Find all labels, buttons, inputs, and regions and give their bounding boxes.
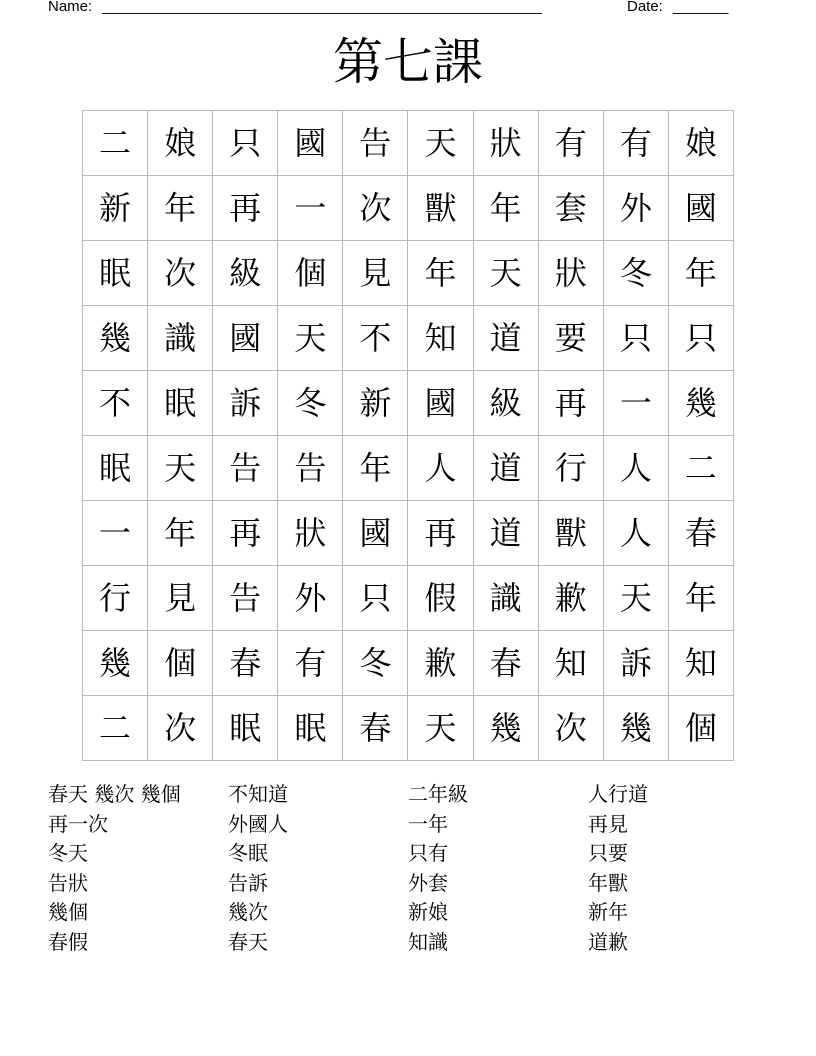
grid-cell[interactable]: 再: [408, 501, 473, 566]
grid-cell[interactable]: 有: [278, 631, 343, 696]
date-label: Date:: [627, 0, 663, 15]
grid-cell[interactable]: 行: [83, 566, 148, 631]
grid-cell[interactable]: 年: [343, 436, 408, 501]
grid-cell[interactable]: 告: [213, 436, 278, 501]
header-row: [48, 0, 748, 18]
grid-cell[interactable]: 幾: [83, 306, 148, 371]
word-list-item: 春天 幾次 幾個: [48, 782, 181, 806]
word-list-item: 冬眠: [228, 841, 268, 866]
grid-cell[interactable]: 次: [539, 696, 604, 761]
grid-cell[interactable]: 冬: [278, 371, 343, 436]
grid-cell[interactable]: 冬: [604, 241, 669, 306]
grid-cell[interactable]: 行: [539, 436, 604, 501]
grid-cell[interactable]: 天: [408, 696, 473, 761]
grid-cell[interactable]: 個: [278, 241, 343, 306]
grid-cell[interactable]: 告: [213, 566, 278, 631]
grid-cell[interactable]: 年: [408, 241, 473, 306]
name-label: Name:: [48, 0, 93, 15]
grid-cell[interactable]: 要: [539, 306, 604, 371]
grid-cell[interactable]: 春: [669, 501, 734, 566]
word-list-item: 外國人: [228, 811, 288, 836]
grid-cell[interactable]: 級: [213, 241, 278, 306]
word-list-item: 幾次: [228, 900, 268, 925]
word-list-item: 再一次: [48, 811, 108, 836]
word-list-item: 只要: [588, 841, 628, 866]
grid-cell[interactable]: 次: [148, 241, 213, 306]
word-list-item: 再見: [588, 811, 628, 836]
grid-cell[interactable]: 二: [83, 696, 148, 761]
grid-cell[interactable]: 國: [669, 176, 734, 241]
grid-cell[interactable]: 個: [148, 631, 213, 696]
grid-cell[interactable]: 眠: [278, 696, 343, 761]
grid-cell[interactable]: 道: [474, 436, 539, 501]
grid-cell[interactable]: 春: [343, 696, 408, 761]
word-search-grid: [82, 110, 734, 761]
grid-cell[interactable]: 幾: [83, 631, 148, 696]
grid-cell[interactable]: 天: [408, 111, 473, 176]
grid-cell[interactable]: 不: [343, 306, 408, 371]
word-list-item: 一年: [408, 811, 448, 836]
grid-cell[interactable]: 眠: [83, 436, 148, 501]
page-title: 第七課: [333, 33, 483, 91]
grid-cell[interactable]: 娘: [669, 111, 734, 176]
grid-cell[interactable]: 外: [604, 176, 669, 241]
grid-cell[interactable]: 一: [278, 176, 343, 241]
grid-cell[interactable]: 春: [213, 631, 278, 696]
grid-cell[interactable]: 假: [408, 566, 473, 631]
word-list-item: 人行道: [588, 782, 648, 806]
grid-cell[interactable]: 見: [343, 241, 408, 306]
grid-cell[interactable]: 只: [604, 306, 669, 371]
word-list-item: 外套: [408, 870, 448, 895]
grid-cell[interactable]: 年: [669, 566, 734, 631]
word-list-item: 知識: [408, 929, 448, 954]
grid-cell[interactable]: 新: [343, 371, 408, 436]
grid-cell[interactable]: 道: [474, 306, 539, 371]
grid-cell[interactable]: 外: [278, 566, 343, 631]
grid-cell[interactable]: 只: [669, 306, 734, 371]
grid-cell[interactable]: 國: [343, 501, 408, 566]
grid-cell[interactable]: 訴: [604, 631, 669, 696]
grid-cell[interactable]: 幾: [669, 371, 734, 436]
grid-cell[interactable]: 二: [83, 111, 148, 176]
grid-cell[interactable]: 年: [474, 176, 539, 241]
grid-cell[interactable]: 知: [539, 631, 604, 696]
word-list-item: 不知道: [228, 782, 288, 806]
grid-cell[interactable]: 年: [148, 501, 213, 566]
grid-cell[interactable]: 天: [278, 306, 343, 371]
grid-cell[interactable]: 眠: [213, 696, 278, 761]
word-list-item: 幾個: [48, 900, 88, 925]
word-list-item: 年獸: [588, 870, 628, 895]
grid-cell[interactable]: 新: [83, 176, 148, 241]
word-list-item: 新年: [588, 900, 628, 925]
grid-cell[interactable]: 狀: [278, 501, 343, 566]
grid-cell[interactable]: 年: [148, 176, 213, 241]
word-list-item: 道歉: [588, 929, 628, 954]
grid-cell[interactable]: 冬: [343, 631, 408, 696]
grid-cell[interactable]: 個: [669, 696, 734, 761]
grid-cell[interactable]: 有: [604, 111, 669, 176]
grid-cell[interactable]: 只: [343, 566, 408, 631]
word-list-item: 冬天: [48, 841, 88, 866]
grid-cell[interactable]: 幾: [604, 696, 669, 761]
word-list-item: 只有: [408, 841, 448, 866]
grid-cell[interactable]: 天: [604, 566, 669, 631]
grid-cell[interactable]: 訴: [213, 371, 278, 436]
word-list-item: 春假: [48, 929, 88, 954]
word-list-item: 新娘: [408, 900, 448, 925]
grid-cell[interactable]: 國: [408, 371, 473, 436]
grid-cell[interactable]: 套: [539, 176, 604, 241]
grid-cell[interactable]: 知: [669, 631, 734, 696]
grid-cell[interactable]: 識: [474, 566, 539, 631]
grid-cell[interactable]: 見: [148, 566, 213, 631]
grid-cell[interactable]: 人: [408, 436, 473, 501]
grid-cell[interactable]: 次: [343, 176, 408, 241]
grid-cell[interactable]: 不: [83, 371, 148, 436]
grid-cell[interactable]: 識: [148, 306, 213, 371]
grid-cell[interactable]: 告: [278, 436, 343, 501]
grid-cell[interactable]: 一: [604, 371, 669, 436]
word-list-item: 告訴: [228, 870, 268, 895]
grid-cell[interactable]: 娘: [148, 111, 213, 176]
grid-cell[interactable]: 國: [213, 306, 278, 371]
grid-cell[interactable]: 次: [148, 696, 213, 761]
grid-cell[interactable]: 道: [474, 501, 539, 566]
grid-cell[interactable]: 再: [539, 371, 604, 436]
grid-cell[interactable]: 天: [474, 241, 539, 306]
grid-cell[interactable]: 一: [83, 501, 148, 566]
name-line[interactable]: ________________________________________________________: [102, 0, 542, 15]
grid-cell[interactable]: 年: [669, 241, 734, 306]
word-list: [48, 780, 768, 958]
grid-cell[interactable]: 春: [474, 631, 539, 696]
word-list-item: 二年級: [408, 782, 468, 806]
grid-cell[interactable]: 歉: [408, 631, 473, 696]
grid-cell[interactable]: 只: [213, 111, 278, 176]
grid-cell[interactable]: 眠: [83, 241, 148, 306]
word-list-item: 告狀: [48, 870, 88, 895]
grid-cell[interactable]: 狀: [539, 241, 604, 306]
grid-cell[interactable]: 幾: [474, 696, 539, 761]
grid-cell[interactable]: 再: [213, 501, 278, 566]
grid-cell[interactable]: 獸: [408, 176, 473, 241]
grid-cell[interactable]: 國: [278, 111, 343, 176]
word-list-item: 春天: [228, 929, 268, 954]
grid-cell[interactable]: 狀: [474, 111, 539, 176]
date-line[interactable]: _______: [673, 0, 728, 15]
grid-cell[interactable]: 再: [213, 176, 278, 241]
grid-cell[interactable]: 知: [408, 306, 473, 371]
grid-cell[interactable]: 二: [669, 436, 734, 501]
grid-cell[interactable]: 歉: [539, 566, 604, 631]
grid-cell[interactable]: 人: [604, 436, 669, 501]
grid-cell[interactable]: 人: [604, 501, 669, 566]
grid-cell[interactable]: 級: [474, 371, 539, 436]
grid-cell[interactable]: 有: [539, 111, 604, 176]
grid-cell[interactable]: 眠: [148, 371, 213, 436]
grid-cell[interactable]: 告: [343, 111, 408, 176]
grid-cell[interactable]: 天: [148, 436, 213, 501]
grid-cell[interactable]: 獸: [539, 501, 604, 566]
